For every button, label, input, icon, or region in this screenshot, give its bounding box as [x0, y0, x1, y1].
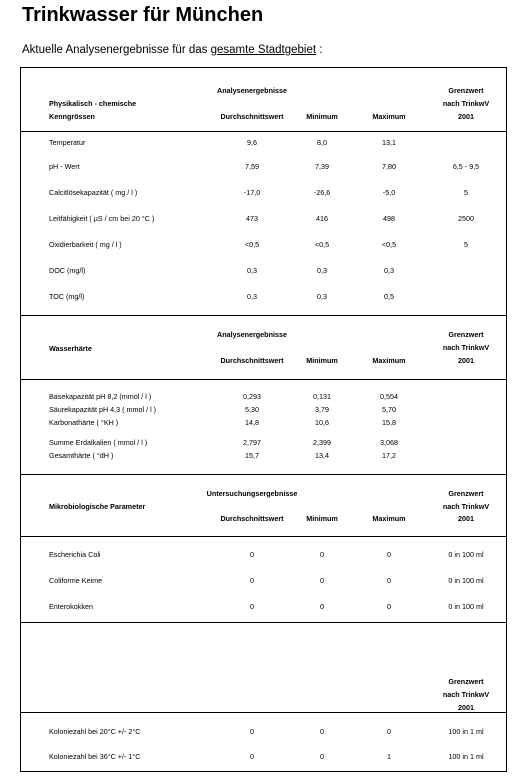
- row-name: Escherichia Coli: [49, 550, 101, 559]
- limit-header: nach TrinkwV: [442, 99, 490, 108]
- limit-header: Grenzwert: [448, 489, 484, 498]
- row-avg: 7,59: [245, 162, 259, 171]
- row-avg: 0: [250, 727, 254, 736]
- row-name: Oxidierbarkeit ( mg / l ): [49, 240, 122, 249]
- max-header: Maximum: [372, 514, 406, 523]
- stadtgebiet-link[interactable]: gesamte Stadtgebiet: [210, 44, 317, 56]
- row-avg: 2,797: [243, 438, 261, 447]
- row-max: 0: [387, 576, 391, 585]
- haerte-section-label: Wasserhärte: [49, 344, 92, 353]
- row-max: 0,554: [380, 392, 398, 401]
- row-min: 13,4: [315, 451, 329, 460]
- divider: [21, 536, 506, 537]
- row-name: Koloniezahl bei 20°C +/- 2°C: [49, 727, 141, 736]
- row-max: 17,2: [382, 451, 396, 460]
- row-name: Coliforme Keime: [49, 576, 103, 585]
- limit-header: Grenzwert: [448, 86, 484, 95]
- min-header: Minimum: [306, 356, 338, 365]
- row-min: 0: [320, 727, 324, 736]
- row-name: Karbonathärte ( °KH ): [49, 418, 119, 427]
- row-name: Temperatur: [49, 138, 86, 147]
- row-max: 0: [387, 727, 391, 736]
- limit-header: 2001: [458, 356, 474, 365]
- row-name: Basekapazität pH 8,2 (mmol / l ): [49, 392, 152, 401]
- row-max: 5,70: [382, 405, 396, 414]
- row-avg: 0,3: [247, 292, 257, 301]
- row-avg: 15,7: [245, 451, 259, 460]
- limit-header: nach TrinkwV: [442, 343, 490, 352]
- min-header: Minimum: [306, 112, 338, 121]
- row-limit: 0 in 100 ml: [448, 550, 484, 559]
- row-name: Säurekapazität pH 4,3 ( mmol / l ): [49, 405, 157, 414]
- row-avg: 0: [250, 602, 254, 611]
- row-max: 498: [383, 214, 395, 223]
- row-limit: 2500: [458, 214, 474, 223]
- row-max: 0,5: [384, 292, 394, 301]
- row-name: Enterokokken: [49, 602, 93, 611]
- subtitle-end: :: [316, 44, 323, 56]
- row-name: Summe Erdalkalien ( mmol / l ): [49, 438, 148, 447]
- row-min: 2,399: [313, 438, 331, 447]
- mikro-section-label: Mikrobiologische Parameter: [49, 502, 146, 511]
- row-name: Gesamthärte ( °dH ): [49, 451, 114, 460]
- row-limit: 100 in 1 ml: [448, 727, 484, 736]
- row-max: 0: [387, 602, 391, 611]
- row-avg: 473: [246, 214, 258, 223]
- row-avg: 0: [250, 550, 254, 559]
- row-max: 1: [387, 752, 391, 761]
- limit-header: nach TrinkwV: [442, 690, 490, 699]
- row-name: Leitfähigkeit ( µS / cm bei 20 °C ): [49, 214, 155, 223]
- row-min: 0: [320, 550, 324, 559]
- max-header: Maximum: [372, 112, 406, 121]
- row-name: DOC (mg/l): [49, 266, 86, 275]
- row-max: 3,068: [380, 438, 398, 447]
- divider: [21, 131, 506, 132]
- row-min: 0: [320, 576, 324, 585]
- row-min: 8,0: [317, 138, 327, 147]
- row-max: 15,8: [382, 418, 396, 427]
- row-max: 7,80: [382, 162, 396, 171]
- limit-header: nach TrinkwV: [442, 502, 490, 511]
- row-max: 0: [387, 550, 391, 559]
- analysen-header: Analysenergebnisse: [217, 330, 287, 339]
- row-min: 7,39: [315, 162, 329, 171]
- divider: [21, 622, 506, 623]
- analysis-table: [20, 67, 507, 772]
- divider: [21, 474, 506, 475]
- avg-header: Durchschnittswert: [220, 356, 284, 365]
- subtitle: [22, 44, 322, 56]
- row-limit: 0 in 100 ml: [448, 576, 484, 585]
- row-min: 0,131: [313, 392, 331, 401]
- row-name: TOC (mg/l): [49, 292, 85, 301]
- row-min: 416: [316, 214, 328, 223]
- row-max: <0,5: [381, 240, 397, 249]
- row-min: -26,6: [313, 188, 331, 197]
- limit-header: 2001: [458, 112, 474, 121]
- max-header: Maximum: [372, 356, 406, 365]
- row-min: 3,79: [315, 405, 329, 414]
- row-name: pH - Wert: [49, 162, 80, 171]
- row-max: 13,1: [382, 138, 396, 147]
- row-name: Koloniezahl bei 36°C +/- 1°C: [49, 752, 141, 761]
- divider: [21, 379, 506, 380]
- row-avg: 0,3: [247, 266, 257, 275]
- avg-header: Durchschnittswert: [220, 112, 284, 121]
- row-limit: 0 in 100 ml: [448, 602, 484, 611]
- row-avg: -17,0: [243, 188, 261, 197]
- row-avg: 0,293: [243, 392, 261, 401]
- row-limit: 5: [464, 240, 468, 249]
- avg-header: Durchschnittswert: [220, 514, 284, 523]
- divider: [21, 712, 506, 713]
- row-avg: <0,5: [244, 240, 260, 249]
- row-max: 0,3: [384, 266, 394, 275]
- analysen-header: Analysenergebnisse: [217, 86, 287, 95]
- divider: [21, 315, 506, 316]
- row-min: <0,5: [314, 240, 330, 249]
- row-min: 10,6: [315, 418, 329, 427]
- limit-header: Grenzwert: [448, 677, 484, 686]
- row-avg: 5,30: [245, 405, 259, 414]
- min-header: Minimum: [306, 514, 338, 523]
- row-min: 0: [320, 752, 324, 761]
- row-min: 0,3: [317, 266, 327, 275]
- phys-section-label: Physikalisch - chemische: [49, 99, 137, 108]
- row-limit: 6,5 - 9,5: [452, 162, 480, 171]
- phys-section-label: Kenngrössen: [49, 112, 95, 121]
- untersuchung-header: Untersuchungsergebnisse: [206, 489, 298, 498]
- row-max: -5,0: [382, 188, 396, 197]
- limit-header: 2001: [458, 514, 474, 523]
- limit-header: Grenzwert: [448, 330, 484, 339]
- row-min: 0,3: [317, 292, 327, 301]
- row-avg: 14,8: [245, 418, 259, 427]
- row-min: 0: [320, 602, 324, 611]
- page-title: Trinkwasser für München: [22, 4, 264, 26]
- row-avg: 0: [250, 752, 254, 761]
- row-avg: 0: [250, 576, 254, 585]
- subtitle-text: Aktuelle Analysenergebnisse für das: [22, 44, 211, 56]
- row-name: Calcitlösekapazität ( mg / l ): [49, 188, 138, 197]
- row-limit: 5: [464, 188, 468, 197]
- row-limit: 100 in 1 ml: [448, 752, 484, 761]
- row-avg: 9,6: [247, 138, 257, 147]
- limit-header: 2001: [458, 703, 474, 712]
